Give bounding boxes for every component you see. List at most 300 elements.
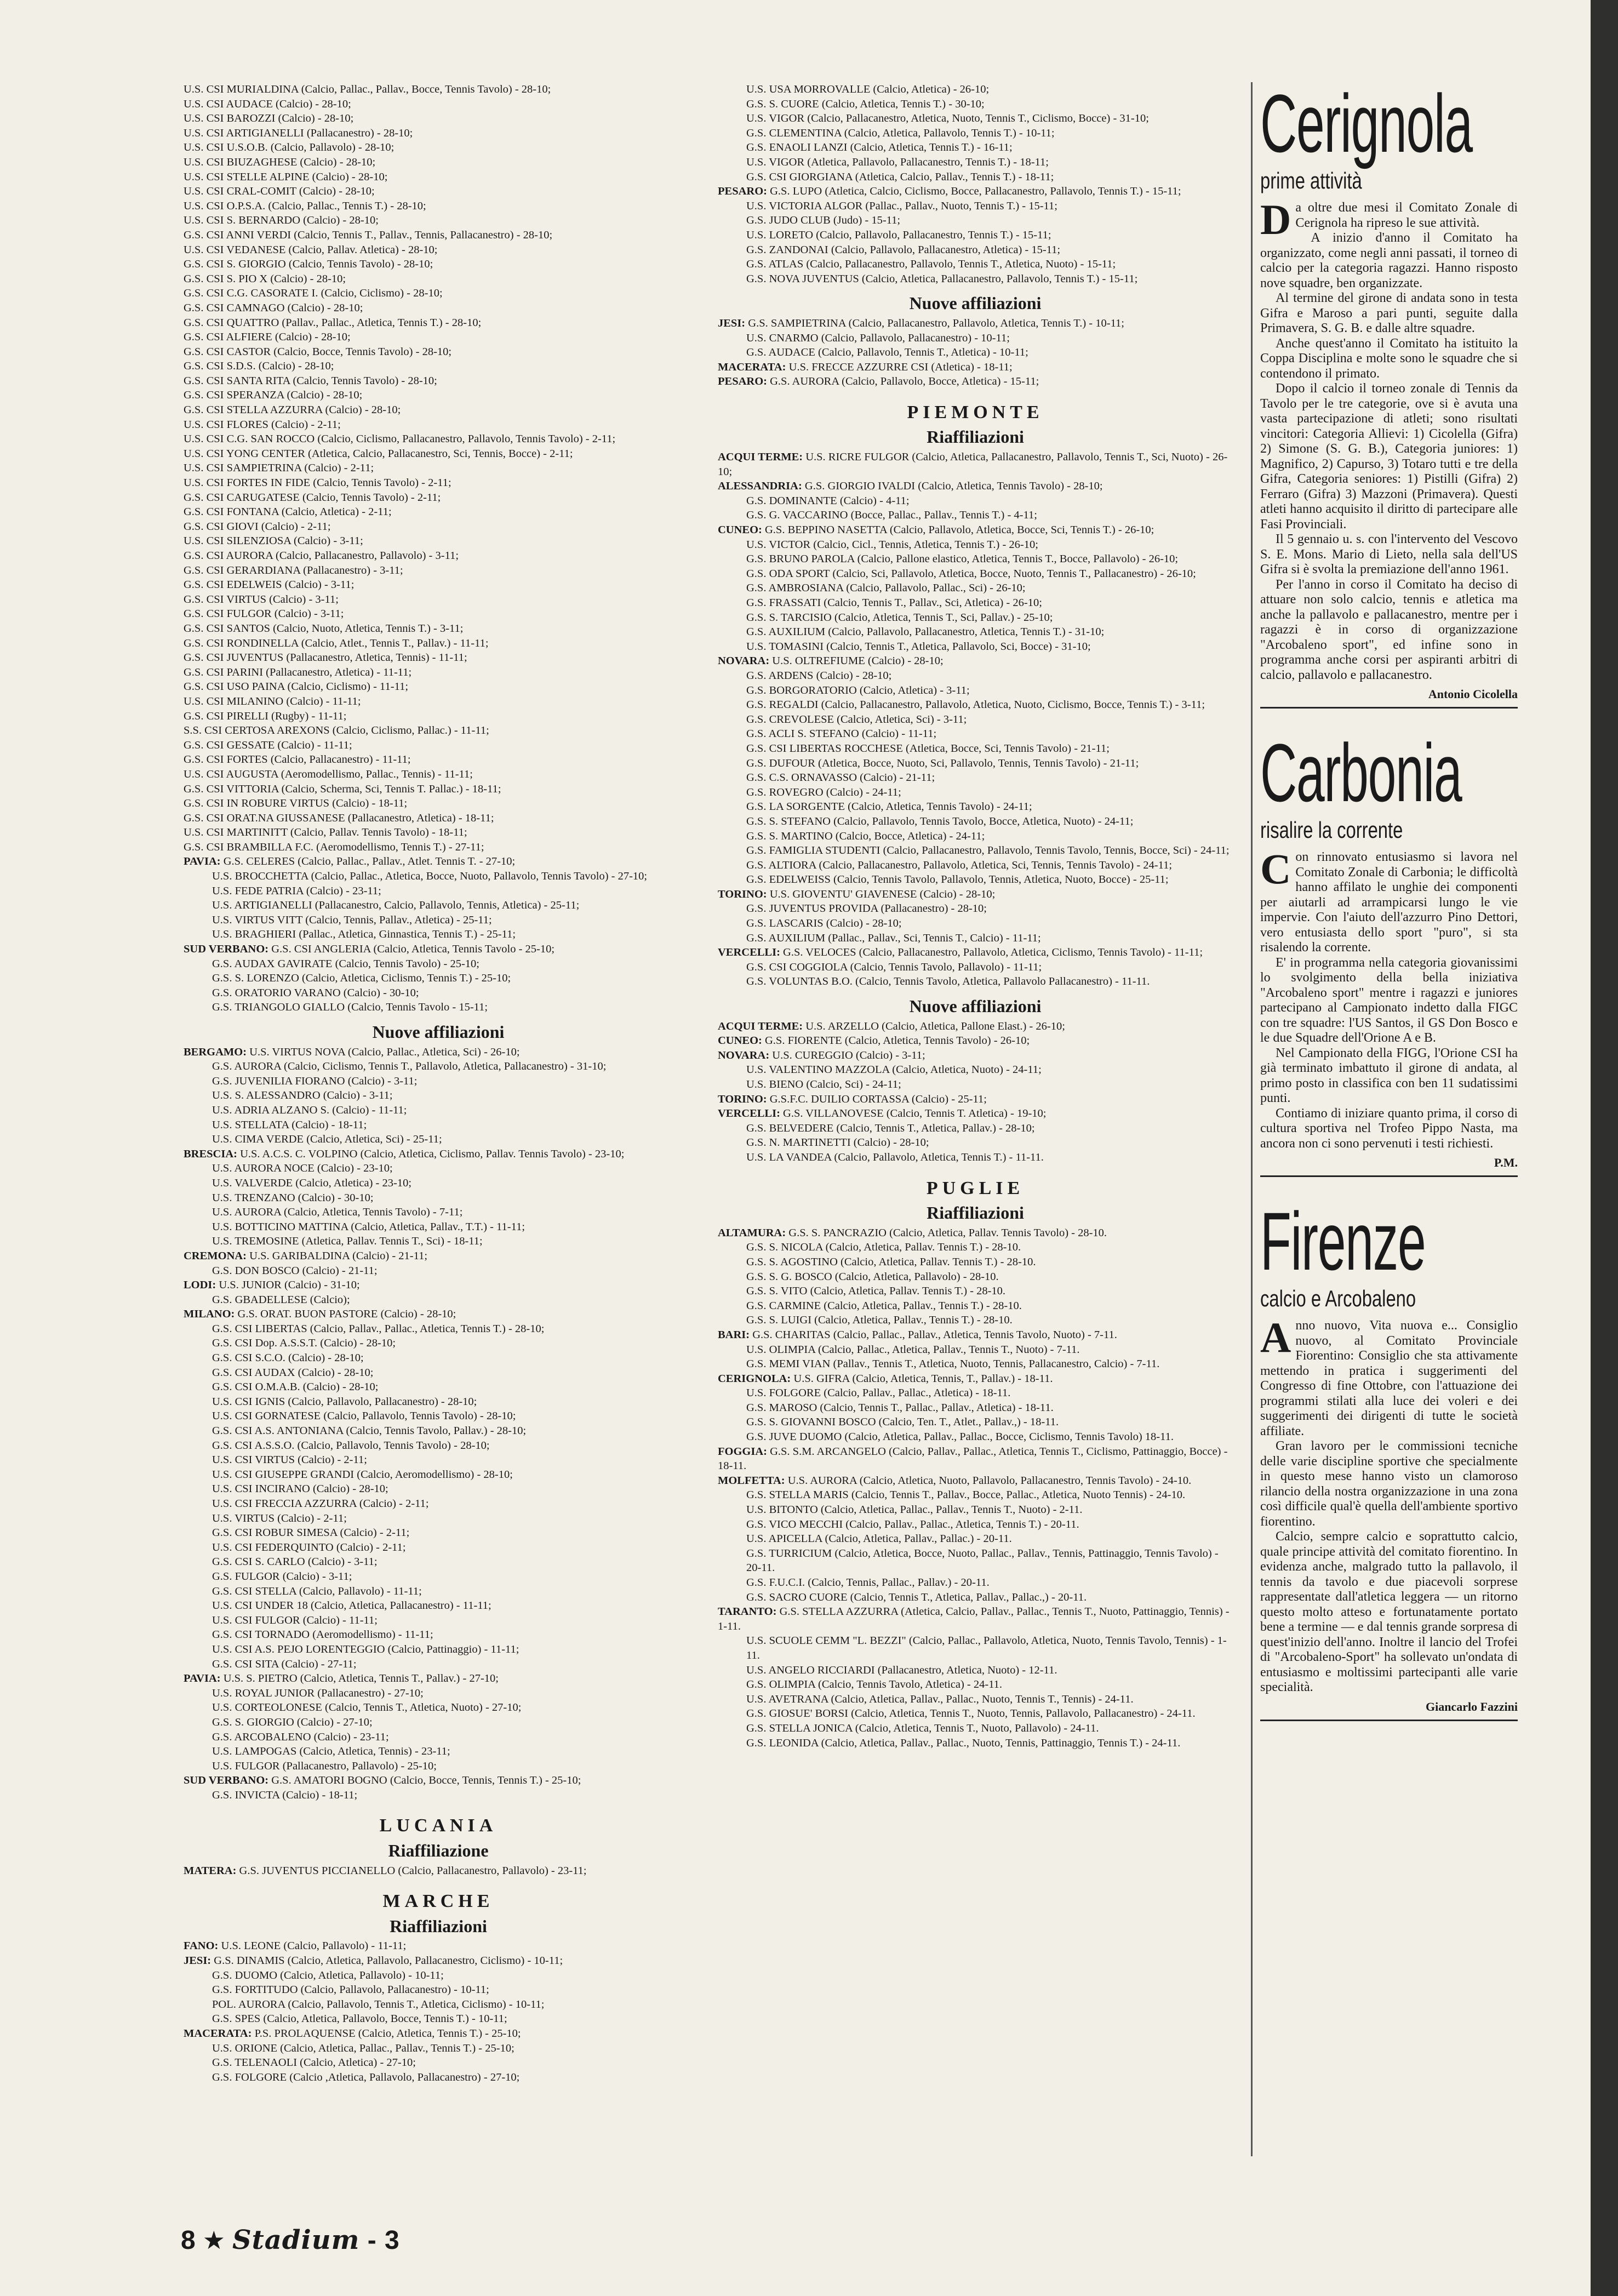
province-label: MATERA:: [184, 1864, 237, 1877]
club-entry: [718, 508, 1233, 523]
club-text: G.S. CSI Dop. A.S.S.T. (Calcio) - 28-10;: [212, 1337, 396, 1350]
club-text: U.S. BITONTO (Calcio, Atletica, Pallac., Pallav., Tennis T., Nuoto) - 2-11.: [746, 1504, 1083, 1516]
club-entry: [718, 1106, 1233, 1121]
article-paragraph: [1260, 532, 1518, 578]
club-entry: [718, 581, 1233, 596]
club-text: G.S. S. VITO (Calcio, Atletica, Pallav. Tennis T.) - 28-10.: [746, 1285, 1006, 1298]
club-entry: [184, 1954, 693, 1968]
club-entry: [718, 111, 1233, 126]
paragraph-text: Il 5 gennaio u. s. con l'intervento del Vescovo S. E. Mons. Mario di Lieto, nella sala dell'US Gifra si è svolta la premiazione dell'anno 1961.: [1260, 532, 1518, 576]
club-entry: [718, 126, 1233, 141]
club-entry: [184, 1118, 693, 1133]
club-text: G.S. CSI GERARDIANA (Pallacanestro) - 3-11;: [184, 564, 403, 576]
section-heading: Nuove affiliazioni: [909, 996, 1042, 1016]
club-text: G.S. CSI A.S.S.O. (Calcio, Pallavolo, Tennis Tavolo) - 28-10;: [212, 1439, 490, 1452]
club-entry: [718, 450, 1233, 479]
club-entry: [718, 243, 1233, 258]
club-text: G.S. S. LUIGI (Calcio, Atletica, Pallav., Tennis T.) - 28-10.: [746, 1314, 1013, 1327]
club-entry: [718, 901, 1233, 916]
club-entry: [184, 971, 693, 986]
club-text: G.S. DUOMO (Calcio, Atletica, Pallavolo) - 10-11;: [212, 1969, 444, 1981]
article-signature: Giancarlo Fazzini: [1425, 1699, 1518, 1714]
club-entry: [184, 1968, 693, 1983]
club-entry: [184, 1249, 693, 1264]
club-entry: [718, 1503, 1233, 1517]
club-entry: [184, 1103, 693, 1118]
club-text: G.S. CSI GIORGIANA (Atletica, Calcio, Pallav., Tennis T.) - 18-11;: [746, 170, 1054, 183]
article-kicker: calcio e Arcobaleno: [1260, 1286, 1416, 1311]
club-entry: [718, 170, 1233, 185]
club-entry: [718, 97, 1233, 112]
club-text: G.S. LA SORGENTE (Calcio, Atletica, Tennis Tavolo) - 24-11;: [746, 801, 1032, 813]
club-text: G.S. CSI ALFIERE (Calcio) - 28-10;: [184, 331, 351, 344]
article-kicker: prime attività: [1260, 168, 1362, 193]
province-label: PAVIA:: [184, 1672, 221, 1685]
club-entry: [184, 621, 693, 636]
club-text: U.S. CSI UNDER 18 (Calcio, Atletica, Pallacanestro) - 11-11;: [212, 1600, 491, 1612]
club-text: U.S. CSI ARTIGIANELLI (Pallacanestro) - 28-10;: [184, 127, 413, 139]
club-text: G.S. JUVE DUOMO (Calcio, Atletica, Pallav., Pallac., Bocce, Ciclismo, Tennis Tavolo) 18-11.: [746, 1431, 1174, 1443]
club-entry: [184, 1511, 693, 1526]
club-entry: [184, 636, 693, 651]
article-rule: [1260, 1720, 1518, 1721]
paragraph-text: Per l'anno in corso il Comitato ha deciso di attuare non solo calcio, tennis e atletica ma anche la pallavolo e pallacanestro, mentre per i ragazzi è in corso di organizzazione "Arcobaleno sport", ed infine sono in programma anche corsi per aspiranti arbitri di calcio, pallavolo e pallacanestro.: [1260, 577, 1518, 682]
club-text: U.S. GARIBALDINA (Calcio) - 21-11;: [249, 1249, 428, 1262]
province-label: MACERATA:: [184, 2027, 252, 2040]
club-text: U.S. FOLGORE (Calcio, Pallav., Pallac., Atletica) - 18-11.: [746, 1387, 1011, 1400]
club-text: U.S. ORIONE (Calcio, Atletica, Pallac., Pallav., Tennis T.) - 25-10;: [212, 2042, 514, 2054]
club-entry: [718, 858, 1233, 873]
club-text: U.S. CORTEOLONESE (Calcio, Tennis T., Atletica, Nuoto) - 27-10;: [212, 1701, 522, 1714]
club-text: G.S. AMATORI BOGNO (Calcio, Bocce, Tennis, Tennis T.) - 25-10;: [271, 1774, 581, 1787]
club-text: U.S. ADRIA ALZANO S. (Calcio) - 11-11;: [212, 1104, 407, 1116]
club-text: G.S. CSI S.D.S. (Calcio) - 28-10;: [184, 360, 334, 373]
club-text: U.S. CSI CRAL-COMIT (Calcio) - 28-10;: [184, 185, 375, 198]
club-entry: [718, 960, 1233, 975]
club-entry: [184, 461, 693, 476]
club-text: U.S. VIRTUS VITT (Calcio, Tennis, Pallav., Atletica) - 25-11;: [212, 913, 492, 926]
section-heading: Nuove affiliazioni: [372, 1022, 505, 1042]
club-entry: [184, 1307, 693, 1322]
province-label: CUNEO:: [718, 524, 762, 536]
article-paragraph: [1260, 1439, 1518, 1529]
club-entry: [184, 957, 693, 972]
club-entry: [718, 596, 1233, 610]
club-text: G.S. CSI LIBERTAS (Calcio, Pallav., Pallac., Atletica, Tennis T.) - 28-10;: [212, 1322, 545, 1335]
club-entry: [718, 945, 1233, 960]
club-entry: [718, 1430, 1233, 1444]
club-entry: [184, 1482, 693, 1497]
club-entry: [184, 709, 693, 724]
club-entry: [184, 199, 693, 214]
club-text: U.S. CSI O.P.S.A. (Calcio, Pallac., Tennis T.) - 28-10;: [184, 199, 426, 212]
club-entry: [718, 1048, 1233, 1063]
club-entry: [184, 1234, 693, 1249]
club-text: G.S. SAMPIETRINA (Calcio, Pallacanestro, Pallavolo, Atletica, Tennis T.) - 10-11;: [748, 317, 1125, 329]
club-text: G.S. CHARITAS (Calcio, Pallac., Pallav., Atletica, Tennis Tavolo, Nuoto) - 7-11.: [752, 1328, 1117, 1341]
club-entry: [718, 931, 1233, 946]
club-entry: [184, 884, 693, 899]
club-text: U.S. BOTTICINO MATTINA (Calcio, Atletica, Pallav., T.T.) - 11-11;: [212, 1220, 525, 1233]
club-entry: [718, 1299, 1233, 1313]
club-entry: [718, 494, 1233, 509]
club-text: G.S. CSI SANTOS (Calcio, Nuoto, Atletica, Tennis T.) - 3-11;: [184, 622, 464, 635]
club-text: U.S. CSI FULGOR (Calcio) - 11-11;: [212, 1614, 378, 1626]
club-entry: [718, 843, 1233, 858]
club-entry: [184, 301, 693, 316]
drop-cap: D: [1260, 196, 1291, 243]
province-label: TORINO:: [718, 888, 767, 900]
club-text: U.S. CSI VIRTUS (Calcio) - 2-11;: [212, 1454, 367, 1466]
page-number: 8: [181, 2226, 196, 2255]
article-paragraph: [1260, 1529, 1518, 1695]
club-text: G.S. CSI SANTA RITA (Calcio, Tennis Tavolo) - 28-10;: [184, 374, 437, 387]
province-label: ALESSANDRIA:: [718, 480, 802, 493]
club-text: G.S. ZANDONAI (Calcio, Pallavolo, Pallacanestro, Atletica) - 15-11;: [746, 243, 1061, 256]
club-text: G.S. DINAMIS (Calcio, Atletica, Pallavolo, Pallacanestro, Ciclismo) - 10-11;: [214, 1955, 563, 1967]
article-paragraph: [1260, 578, 1518, 683]
club-text: G.S. CSI AURORA (Calcio, Pallacanestro, Pallavolo) - 3-11;: [184, 550, 459, 562]
club-entry: [184, 752, 693, 767]
club-text: G.S. GBADELLESE (Calcio);: [212, 1293, 350, 1306]
club-text: G.S. ALTIORA (Calcio, Pallacanestro, Pallavolo, Atletica, Sci, Tennis, Tennis Tavolo) - 24-11;: [746, 859, 1173, 871]
club-entry: [184, 1176, 693, 1191]
club-text: U.S. CSI SAMPIETRINA (Calcio) - 2-11;: [184, 462, 374, 475]
club-text: G.S. AURORA (Calcio, Pallavolo, Bocce, Atletica) - 15-11;: [770, 375, 1039, 388]
club-entry: [184, 1700, 693, 1715]
paragraph-text: Anche quest'anno il Comitato ha istituito la Coppa Disciplina e molte sono le squadre che si contendono il primato.: [1260, 336, 1518, 381]
club-text: G.S. CSI VIRTUS (Calcio) - 3-11;: [184, 593, 339, 606]
club-text: G.S. CSI SPERANZA (Calcio) - 28-10;: [184, 389, 363, 402]
club-text: G.S. JUVENTUS PICCIANELLO (Calcio, Pallacanestro, Pallavolo) - 23-11;: [239, 1864, 587, 1877]
club-entry: [718, 1546, 1233, 1575]
club-text: G.S. VILLANOVESE (Calcio, Tennis T. Atletica) - 19-10;: [783, 1107, 1047, 1120]
section-heading: Nuove affiliazioni: [909, 293, 1042, 313]
club-text: U.S. JUNIOR (Calcio) - 31-10;: [219, 1279, 360, 1292]
club-entry: [718, 756, 1233, 771]
club-entry: [718, 360, 1233, 375]
club-entry: [184, 2070, 693, 2085]
club-entry: [184, 1671, 693, 1686]
club-text: G.S. AUXILIUM (Calcio, Pallavolo, Pallacanestro, Atletica, Tennis T.) - 31-10;: [746, 626, 1105, 638]
club-entry: [184, 1997, 693, 2012]
club-entry: [718, 1444, 1233, 1473]
club-text: U.S. AURORA (Calcio, Atletica, Nuoto, Pallavolo, Pallacanestro, Tennis Tavolo) - 24-10.: [787, 1474, 1192, 1487]
club-text: G.S. CSI CASTOR (Calcio, Bocce, Tennis Tavolo) - 28-10;: [184, 345, 452, 358]
club-text: G.S. VELOCES (Calcio, Pallacanestro, Pallavolo, Atletica, Ciclismo, Tennis Tavolo) - 11-11;: [783, 946, 1203, 959]
club-entry: [184, 272, 693, 287]
club-text: U.S. FULGOR (Pallacanestro, Pallavolo) - 25-10;: [212, 1760, 437, 1772]
club-text: G.S. GIOSUE' BORSI (Calcio, Atletica, Tennis T., Nuoto, Tennis, Pallavolo, Pallacanestro) - 24-11.: [746, 1707, 1196, 1720]
club-entry: [184, 257, 693, 272]
article-rule: [1260, 707, 1518, 709]
club-text: U.S. ARTIGIANELLI (Pallacanestro, Calcio, Pallavolo, Tennis, Atletica) - 25-11;: [212, 899, 580, 912]
club-text: G.S. CSI PIRELLI (Rugby) - 11-11;: [184, 710, 347, 722]
club-text: G.S. JUDO CLUB (Judo) - 15-11;: [746, 214, 901, 227]
club-text: U.S. TOMASINI (Calcio, Tennis T., Atletica, Pallavolo, Sci, Bocce) - 31-10;: [746, 640, 1091, 653]
club-entry: [184, 1278, 693, 1293]
club-text: G.S. S.M. ARCANGELO (Calcio, Pallav., Pallac., Atletica, Tennis T., Ciclismo, Pattinaggio, Bocce) - 18-11.: [718, 1445, 1228, 1472]
club-entry: [718, 1255, 1233, 1270]
province-label: NOVARA:: [718, 655, 770, 667]
article-paragraph: [1260, 845, 1518, 956]
article-paragraph: [1260, 196, 1518, 243]
club-entry: [184, 359, 693, 374]
club-text: G.S. FIORENTE (Calcio, Atletica, Tennis Tavolo) - 26-10;: [764, 1035, 1030, 1047]
club-text: G.S. S. GIORGIO (Calcio) - 27-10;: [212, 1716, 373, 1728]
club-entry: [184, 1864, 693, 1878]
club-text: G.S. CSI BRAMBILLA F.C. (Aeromodellismo, Tennis T.) - 27-11;: [184, 841, 484, 853]
club-entry: [718, 1313, 1233, 1328]
club-entry: [184, 2012, 693, 2026]
issue-number: - 3: [367, 2226, 400, 2255]
club-entry: [184, 840, 693, 855]
club-entry: [184, 986, 693, 1001]
club-text: U.S. ROYAL JUNIOR (Pallacanestro) - 27-10;: [212, 1687, 424, 1699]
club-entry: [184, 578, 693, 592]
club-text: U.S. CSI MURIALDINA (Calcio, Pallac., Pallav., Bocce, Tennis Tavolo) - 28-10;: [184, 83, 551, 95]
province-label: SUD VERBANO:: [184, 943, 269, 956]
club-text: U.S. VIGOR (Calcio, Pallacanestro, Atletica, Nuoto, Tennis T., Ciclismo, Bocce) - 31-10;: [746, 112, 1149, 125]
club-text: G.S. CARMINE (Calcio, Atletica, Pallav., Tennis T.) - 28-10.: [746, 1299, 1022, 1312]
club-entry: [184, 1540, 693, 1555]
club-text: G.S. BELVEDERE (Calcio, Tennis T., Atletica, Pallav.) - 28-10;: [746, 1122, 1035, 1134]
province-label: JESI:: [184, 1955, 211, 1967]
club-entry: [184, 1744, 693, 1759]
club-text: U.S. GIOVENTU' GIAVENESE (Calcio) - 28-10;: [769, 888, 996, 900]
province-label: TORINO:: [718, 1093, 767, 1105]
club-entry: [184, 140, 693, 155]
club-text: G.S. JUVENTUS PROVIDA (Pallacanestro) - 28-10;: [746, 903, 987, 915]
club-text: U.S. OLTREFIUME (Calcio) - 28-10;: [772, 655, 944, 667]
club-text: S.S. CSI CERTOSA AREXONS (Calcio, Ciclismo, Pallac.) - 11-11;: [184, 724, 489, 737]
club-entry: [184, 1161, 693, 1176]
article-paragraph: [1260, 381, 1518, 532]
club-entry: [184, 1453, 693, 1467]
province-label: SUD VERBANO:: [184, 1774, 269, 1787]
club-entry: [184, 418, 693, 432]
club-text: U.S. VALVERDE (Calcio, Atletica) - 23-10;: [212, 1176, 412, 1189]
club-entry: [718, 1240, 1233, 1255]
club-text: U.S. CIMA VERDE (Calcio, Atletica, Sci) - 25-11;: [212, 1133, 442, 1146]
paragraph-text: Al termine del girone di andata sono in testa Gifra e Maroso a pari punti, seguite dalla Primavera, S. G. B. e dalle altre squadre.: [1260, 291, 1518, 335]
club-entry: [184, 811, 693, 826]
club-text: G.S. SACRO CUORE (Calcio, Tennis T., Atletica, Pallav., Pallac.,) - 20-11.: [746, 1591, 1087, 1603]
club-text: U.S. CSI VEDANESE (Calcio, Pallav. Atletica) - 28-10;: [184, 243, 438, 256]
club-text: POL. AURORA (Calcio, Pallavolo, Tennis T., Atletica, Ciclismo) - 10-11;: [212, 1998, 545, 2011]
club-text: G.S. CSI GESSATE (Calcio) - 11-11;: [184, 739, 352, 751]
club-entry: [184, 111, 693, 126]
club-entry: [184, 432, 693, 447]
club-entry: [184, 607, 693, 621]
club-text: G.S. CSI ORAT.NA GIUSSANESE (Pallacanestro, Atletica) - 18-11;: [184, 812, 494, 824]
club-text: G.S.F.C. DUILIO CORTASSA (Calcio) - 25-11;: [769, 1093, 987, 1105]
club-entry: [718, 872, 1233, 887]
club-text: G.S. S. AGOSTINO (Calcio, Atletica, Pallav. Tennis T.) - 28-10.: [746, 1255, 1036, 1268]
club-entry: [718, 213, 1233, 228]
club-entry: [718, 741, 1233, 756]
club-entry: [718, 1415, 1233, 1430]
region-heading: PIEMONTE: [907, 402, 1044, 422]
club-text: G.S. CSI VITTORIA (Calcio, Scherma, Sci, Tennis T. Pallac.) - 18-11;: [184, 783, 501, 795]
club-text: G.S. ATLAS (Calcio, Pallacanestro, Pallavolo, Tennis T., Atletica, Nuoto) - 15-11;: [746, 258, 1116, 271]
club-entry: [184, 243, 693, 258]
club-entry: [184, 1730, 693, 1745]
club-entry: [718, 1077, 1233, 1092]
province-label: BERGAMO:: [184, 1046, 247, 1058]
club-entry: [184, 1395, 693, 1409]
article-paragraph: [1260, 231, 1518, 291]
club-text: G.S. REGALDI (Calcio, Pallacanestro, Pallavolo, Atletica, Nuoto, Ciclismo, Bocce, Tennis T.) - 3-11;: [746, 699, 1205, 711]
club-entry: [184, 2041, 693, 2056]
club-entry: [184, 286, 693, 301]
club-text: G.S. DOMINANTE (Calcio) - 4-11;: [746, 494, 910, 507]
club-entry: [718, 552, 1233, 567]
club-entry: [184, 1438, 693, 1453]
club-entry: [184, 782, 693, 797]
club-entry: [718, 1357, 1233, 1372]
club-entry: [718, 1033, 1233, 1048]
article-paragraph: [1260, 336, 1518, 382]
club-entry: [184, 1059, 693, 1074]
club-text: U.S. CSI FLORES (Calcio) - 2-11;: [184, 418, 341, 431]
club-text: G.S. ORATORIO VARANO (Calcio) - 30-10;: [212, 986, 419, 999]
club-entry: [184, 927, 693, 942]
club-entry: [718, 712, 1233, 727]
club-text: G.S. S. STEFANO (Calcio, Pallavolo, Tennis Tavolo, Bocce, Atletica, Nuoto) - 24-11;: [746, 815, 1134, 827]
club-entry: [184, 2055, 693, 2070]
club-entry: [184, 228, 693, 243]
club-text: U.S. VIRTUS NOVA (Calcio, Pallac., Atletica, Sci) - 26-10;: [249, 1046, 520, 1058]
club-entry: [184, 1336, 693, 1351]
club-text: G.S. ODA SPORT (Calcio, Sci, Pallavolo, Atletica, Bocce, Nuoto, Tennis T., Pallacanestro) - 26-10;: [746, 567, 1196, 580]
club-entry: [718, 683, 1233, 698]
club-text: G.S. N. MARTINETTI (Calcio) - 28-10;: [746, 1136, 929, 1149]
club-text: G.S. AURORA (Calcio, Ciclismo, Tennis T., Pallavolo, Atletica, Pallacanestro) - 31-10;: [212, 1060, 607, 1073]
club-entry: [184, 1939, 693, 1954]
club-text: G.S. S. G. BOSCO (Calcio, Atletica, Pallavolo) - 28-10.: [746, 1270, 999, 1283]
club-text: G.S. GIORGIO IVALDI (Calcio, Atletica, Tennis Tavolo) - 28-10;: [804, 480, 1103, 493]
club-text: U.S. APICELLA (Calcio, Atletica, Pallav., Pallac.) - 20-11.: [746, 1533, 1012, 1545]
club-text: U.S. VALENTINO MAZZOLA (Calcio, Atletica, Nuoto) - 24-11;: [746, 1064, 1042, 1076]
club-entry: [184, 1088, 693, 1103]
club-entry: [184, 898, 693, 913]
club-text: U.S. ANGELO RICCIARDI (Pallacanestro, Atletica, Nuoto) - 12-11.: [746, 1664, 1057, 1676]
club-text: G.S. CSI COGGIOLA (Calcio, Tennis Tavolo, Pallavolo) - 11-11;: [746, 961, 1042, 973]
club-text: G.S. CLEMENTINA (Calcio, Atletica, Pallavolo, Tennis T.) - 10-11;: [746, 127, 1055, 139]
club-text: G.S. FOLGORE (Calcio ,Atletica, Pallavolo, Pallacanestro) - 27-10;: [212, 2071, 520, 2083]
club-text: G.S. CSI EDELWEIS (Calcio) - 3-11;: [184, 579, 355, 591]
club-entry: [184, 1205, 693, 1220]
club-text: U.S. CSI C.G. SAN ROCCO (Calcio, Ciclismo, Pallacanestro, Pallavolo, Tennis Tavolo) - 2-11;: [184, 433, 616, 446]
club-entry: [184, 403, 693, 418]
province-label: PAVIA:: [184, 855, 221, 868]
club-entry: [184, 1366, 693, 1380]
article: [1260, 77, 1518, 709]
club-entry: [718, 1473, 1233, 1488]
article-body: [1260, 1313, 1518, 1695]
club-entry: [184, 767, 693, 782]
club-text: U.S. VICTORIA ALGOR (Pallac., Pallav., Nuoto, Tennis T.) - 15-11;: [746, 199, 1057, 212]
club-text: U.S. CSI IGNIS (Calcio, Pallavolo, Pallacanestro) - 28-10;: [212, 1395, 477, 1408]
paragraph-text: Dopo il calcio il torneo zonale di Tennis da Tavolo per le tre categorie, ove si è avuta una vasta partecipazione di atleti; sono risultati vincitori: Categoria Allievi: 1) Cicolella (Gifra) 2) Simone (S. G. B.), Categoria juniores: 1) Magnifico, 2) Capurso, 3) Totaro tutti e tre della Gifra, Categoria seniores: 1) Pistilli (Gifra) 2) Ferraro (Gifra) 3) Mazzoni (Primavera). Questi atleti hanno acquisito il diritto di partecipare alle Fasi Provinciali.: [1260, 381, 1518, 532]
club-entry: [184, 1569, 693, 1584]
club-entry: [718, 1736, 1233, 1751]
club-text: G.S. FORTITUDO (Calcio, Pallavolo, Pallacanestro) - 10-11;: [212, 1984, 489, 1996]
club-text: G.S. TELENAOLI (Calcio, Atletica) - 27-10;: [212, 2057, 416, 2069]
club-text: G.S. CSI SITA (Calcio) - 27-11;: [212, 1658, 357, 1670]
province-label: VERCELLI:: [718, 946, 780, 959]
club-text: G.S. G. VACCARINO (Bocce, Pallac., Pallav., Tennis T.) - 4-11;: [746, 509, 1037, 522]
club-entry: [184, 679, 693, 694]
club-entry: [718, 1517, 1233, 1532]
club-text: G.S. ENAOLI LANZI (Calcio, Atletica, Tennis T.) - 16-11;: [746, 141, 1013, 154]
province-label: ACQUI TERME:: [718, 451, 803, 464]
article: [1260, 727, 1518, 1177]
affiliations-column-1: [184, 82, 693, 2084]
club-entry: [718, 785, 1233, 800]
region-heading: MARCHE: [382, 1891, 494, 1912]
club-text: U.S. CSI SILENZIOSA (Calcio) - 3-11;: [184, 535, 363, 547]
club-entry: [184, 694, 693, 709]
club-entry: [718, 1488, 1233, 1503]
club-text: G.S. S. CUORE (Calcio, Atletica, Tennis T.) - 30-10;: [746, 98, 985, 110]
club-text: U.S. A.C.S. C. VOLPINO (Calcio, Atletica, Ciclismo, Pallav. Tennis Tavolo) - 23-10;: [240, 1147, 625, 1160]
paragraph-text: E' in programma nella categoria giovanissimi lo svolgimento della bella iniziativa "Arcobaleno sport" mentre i ragazzi e juniores partecipano al Campionato indetto dalla FIGC con tre squadre: l'US Santos, il GS Don Bosco e le due Squadre dell'Orione A e B.: [1260, 955, 1518, 1045]
province-label: TARANTO:: [718, 1606, 777, 1618]
club-entry: [718, 654, 1233, 669]
club-entry: [184, 213, 693, 228]
club-entry: [184, 170, 693, 185]
section-heading: Riaffiliazione: [388, 1841, 489, 1861]
club-entry: [718, 316, 1233, 331]
club-entry: [184, 1526, 693, 1540]
club-text: G.S. CSI STELLA (Calcio, Pallavolo) - 11-11;: [212, 1585, 422, 1597]
club-text: P.S. PROLAQUENSE (Calcio, Atletica, Tennis T.) - 25-10;: [254, 2027, 521, 2040]
club-entry: [718, 625, 1233, 639]
club-text: U.S. LEONE (Calcio, Pallavolo) - 11-11;: [221, 1940, 407, 1952]
section-heading: Riaffiliazioni: [927, 427, 1024, 447]
article-body: [1260, 196, 1518, 683]
province-label: BARI:: [718, 1328, 750, 1341]
club-text: G.S. FRASSATI (Calcio, Tennis T., Pallav., Sci, Atletica) - 26-10;: [746, 597, 1042, 609]
paragraph-text: A inizio d'anno il Comitato ha organizzato, come negli anni passati, il torneo di calcio per la categoria ragazzi. Hanno risposto nove squadre, ben organizzate.: [1260, 231, 1518, 290]
club-text: U.S. FRECCE AZZURRE CSI (Atletica) - 18-11;: [788, 361, 1013, 373]
club-entry: [184, 563, 693, 578]
club-text: G.S. TRIANGOLO GIALLO (Calcio, Tennis Tavolo - 15-11;: [212, 1001, 488, 1014]
club-entry: [184, 388, 693, 403]
paragraph-text: Gran lavoro per le commissioni tecniche delle varie discipline sportive che specialmente in questo mese hanno visto un clamoroso rilancio della nostra organizzazione in una zona così difficile qual'è quella dell'ambiente sportivo fiorentino.: [1260, 1439, 1518, 1529]
province-label: NOVARA:: [718, 1049, 770, 1061]
club-entry: [184, 447, 693, 461]
club-entry: [718, 1284, 1233, 1299]
club-entry: [718, 1121, 1233, 1136]
club-text: G.S. ARDENS (Calcio) - 28-10;: [746, 669, 892, 682]
club-entry: [184, 869, 693, 884]
club-text: G.S. VICO MECCHI (Calcio, Pallav., Pallac., Atletica, Tennis T.) - 20-11.: [746, 1518, 1079, 1530]
club-text: G.S. SPES (Calcio, Atletica, Pallavolo, Bocce, Tennis T.) - 10-11;: [212, 2013, 507, 2025]
club-entry: [718, 257, 1233, 272]
club-entry: [184, 1497, 693, 1511]
club-entry: [184, 1759, 693, 1774]
club-text: U.S. USA MORROVALLE (Calcio, Atletica) - 26-10;: [746, 83, 990, 95]
club-entry: [184, 184, 693, 199]
club-text: U.S. CSI MARTINITT (Calcio, Pallav. Tennis Tavolo) - 18-11;: [184, 826, 467, 839]
club-entry: [718, 1063, 1233, 1077]
club-text: G.S. ACLI S. STEFANO (Calcio) - 11-11;: [746, 728, 937, 740]
club-text: G.S. DUFOUR (Atletica, Bocce, Nuoto, Sci, Pallavolo, Tennis, Tennis Tavolo) - 21-11;: [746, 757, 1139, 769]
club-entry: [184, 1642, 693, 1657]
